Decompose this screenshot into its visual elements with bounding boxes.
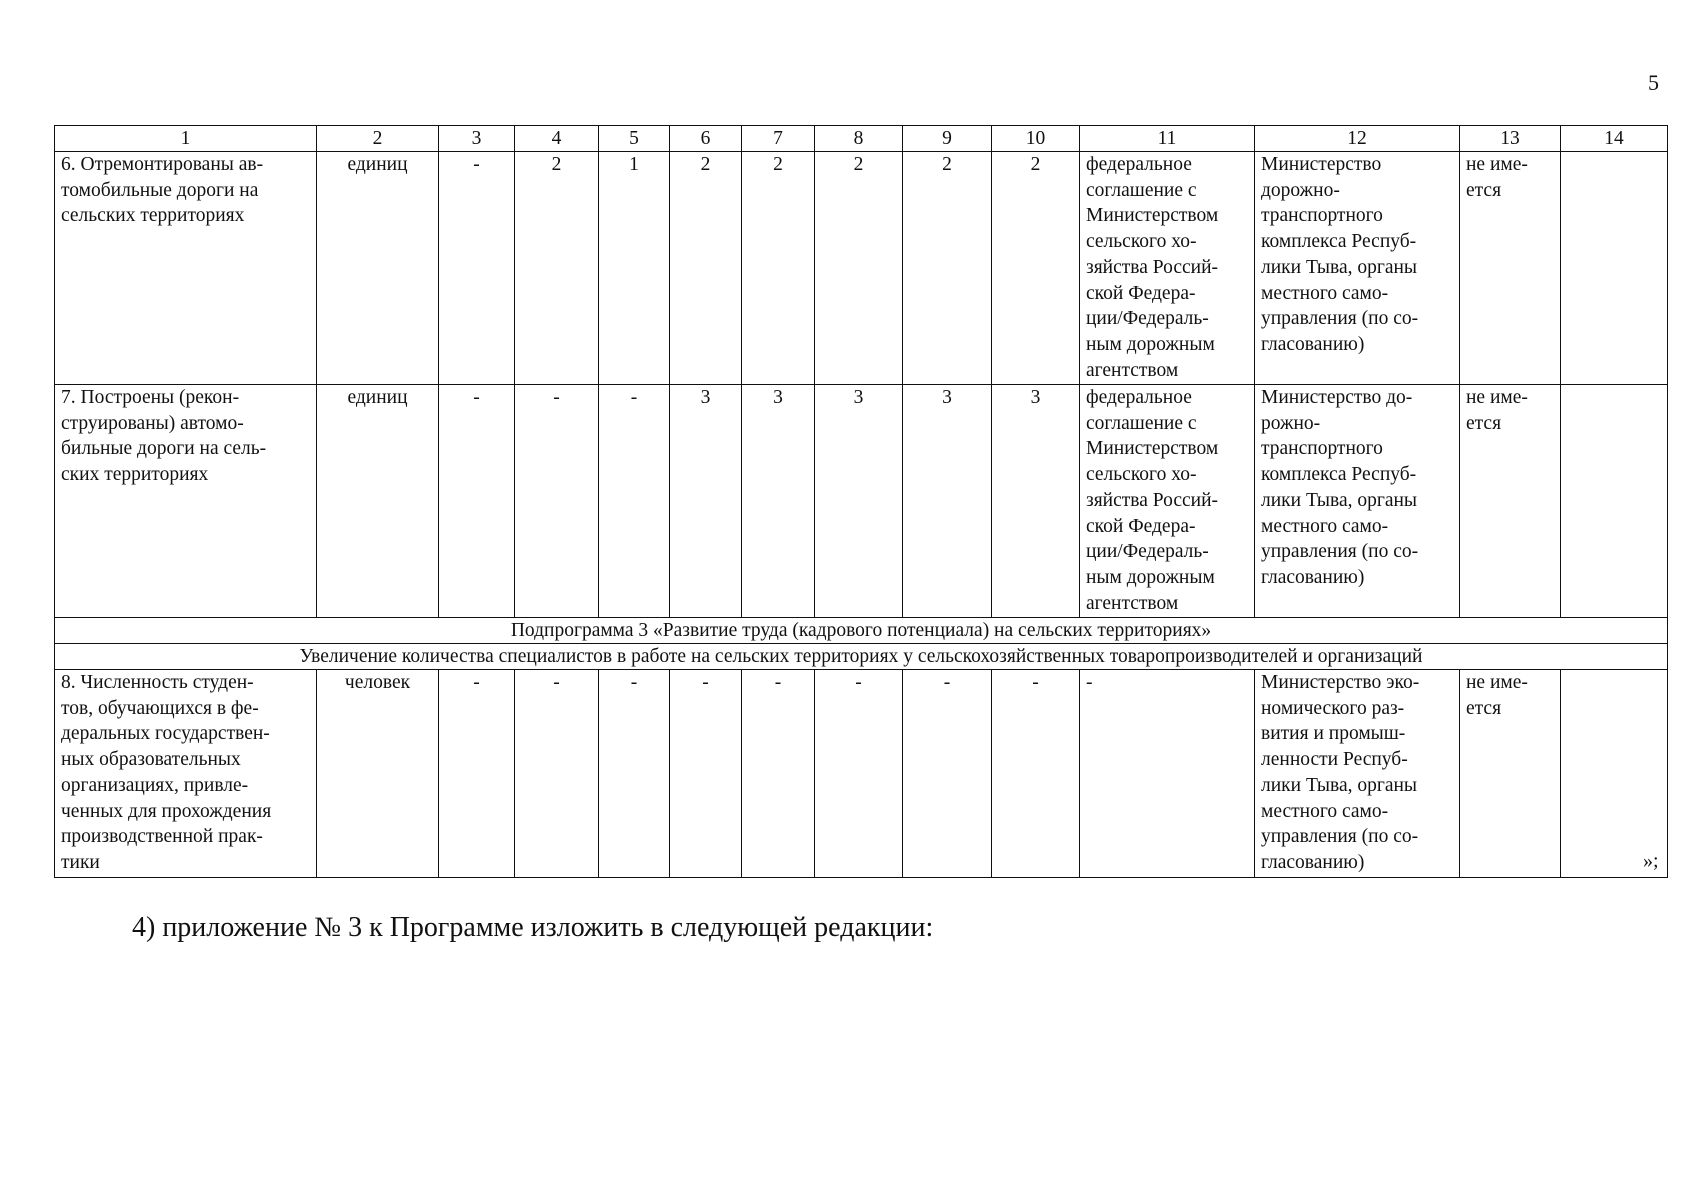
subprogram-title: Подпрограмма 3 «Развитие труда (кадрового потенциала) на сельских территориях» bbox=[55, 618, 1668, 644]
value-cell: - bbox=[439, 385, 515, 618]
column-number-header: 12 bbox=[1255, 126, 1460, 152]
column-number-header: 5 bbox=[599, 126, 670, 152]
value-cell: - bbox=[439, 152, 515, 385]
value-cell: - bbox=[670, 670, 742, 878]
value-cell: - bbox=[515, 385, 599, 618]
goal-row bbox=[55, 644, 1668, 670]
unit-cell: человек bbox=[317, 670, 439, 878]
table-row bbox=[55, 385, 1668, 618]
value-cell: 3 bbox=[742, 385, 815, 618]
value-cell: - bbox=[439, 670, 515, 878]
instruction-text: 4) приложение № 3 к Программе изложить в следующей редакции: bbox=[132, 912, 934, 943]
value-cell: 3 bbox=[670, 385, 742, 618]
responsible-cell: Министерство эко- номического раз- вития и промыш- ленности Респуб- лики Тыва, органы местного само- управления (по со- гласованию) bbox=[1255, 670, 1460, 878]
table-row bbox=[55, 670, 1668, 878]
closing-quote: »; bbox=[1643, 850, 1659, 872]
table-row bbox=[55, 152, 1668, 385]
responsible-cell: Министерство до- рожно- транспортного комплекса Респуб- лики Тыва, органы местного само- управления (по со- гласованию) bbox=[1255, 385, 1460, 618]
value-cell: - bbox=[599, 385, 670, 618]
value-cell: 3 bbox=[992, 385, 1080, 618]
value-cell: - bbox=[742, 670, 815, 878]
column-number-header: 6 bbox=[670, 126, 742, 152]
col13-cell: не име- ется bbox=[1460, 385, 1561, 618]
unit-cell: единиц bbox=[317, 152, 439, 385]
col13-cell: не име- ется bbox=[1460, 670, 1561, 878]
subprogram-row bbox=[55, 618, 1668, 644]
value-cell: - bbox=[599, 670, 670, 878]
goal-title: Увеличение количества специалистов в работе на сельских территориях у сельскохозяйственных товаропроизводителей и организаций bbox=[55, 644, 1668, 670]
value-cell: - bbox=[815, 670, 903, 878]
column-number-header: 2 bbox=[317, 126, 439, 152]
basis-cell: федеральное соглашение с Министерством сельского хо- зяйства Россий- ской Федера- ции/Федераль- ным дорожным агентством bbox=[1080, 385, 1255, 618]
indicator-cell: 7. Построены (рекон- струированы) автомо- бильные дороги на сель- ских территориях bbox=[55, 385, 317, 618]
indicator-cell: 8. Численность студен- тов, обучающихся в фе- деральных государствен- ных образовательных организациях, привле- ченных для прохождения производственной прак- тики bbox=[55, 670, 317, 878]
column-number-header: 13 bbox=[1460, 126, 1561, 152]
column-number-header: 3 bbox=[439, 126, 515, 152]
value-cell: 2 bbox=[742, 152, 815, 385]
page-number: 5 bbox=[1648, 70, 1659, 95]
column-number-header: 1 bbox=[55, 126, 317, 152]
value-cell: 3 bbox=[815, 385, 903, 618]
column-number-header: 7 bbox=[742, 126, 815, 152]
table-header-row bbox=[55, 126, 1668, 152]
column-number-header: 11 bbox=[1080, 126, 1255, 152]
value-cell: 2 bbox=[903, 152, 992, 385]
column-number-header: 9 bbox=[903, 126, 992, 152]
value-cell: - bbox=[515, 670, 599, 878]
value-cell: 2 bbox=[670, 152, 742, 385]
col14-cell bbox=[1561, 670, 1668, 878]
column-number-header: 14 bbox=[1561, 126, 1668, 152]
col13-cell: не име- ется bbox=[1460, 152, 1561, 385]
column-number-header: 4 bbox=[515, 126, 599, 152]
value-cell: 2 bbox=[992, 152, 1080, 385]
value-cell: - bbox=[903, 670, 992, 878]
column-number-header: 10 bbox=[992, 126, 1080, 152]
indicators-table bbox=[54, 125, 1668, 878]
basis-cell: федеральное соглашение с Министерством сельского хо- зяйства Россий- ской Федера- ции/Федераль- ным дорожным агентством bbox=[1080, 152, 1255, 385]
value-cell: - bbox=[992, 670, 1080, 878]
col14-cell bbox=[1561, 385, 1668, 618]
column-number-header: 8 bbox=[815, 126, 903, 152]
unit-cell: единиц bbox=[317, 385, 439, 618]
col14-cell bbox=[1561, 152, 1668, 385]
value-cell: 1 bbox=[599, 152, 670, 385]
value-cell: 3 bbox=[903, 385, 992, 618]
indicator-cell: 6. Отремонтированы ав- томобильные дороги на сельских территориях bbox=[55, 152, 317, 385]
value-cell: 2 bbox=[815, 152, 903, 385]
basis-cell: - bbox=[1080, 670, 1255, 878]
responsible-cell: Министерство дорожно- транспортного комплекса Респуб- лики Тыва, органы местного само- управления (по со- гласованию) bbox=[1255, 152, 1460, 385]
value-cell: 2 bbox=[515, 152, 599, 385]
